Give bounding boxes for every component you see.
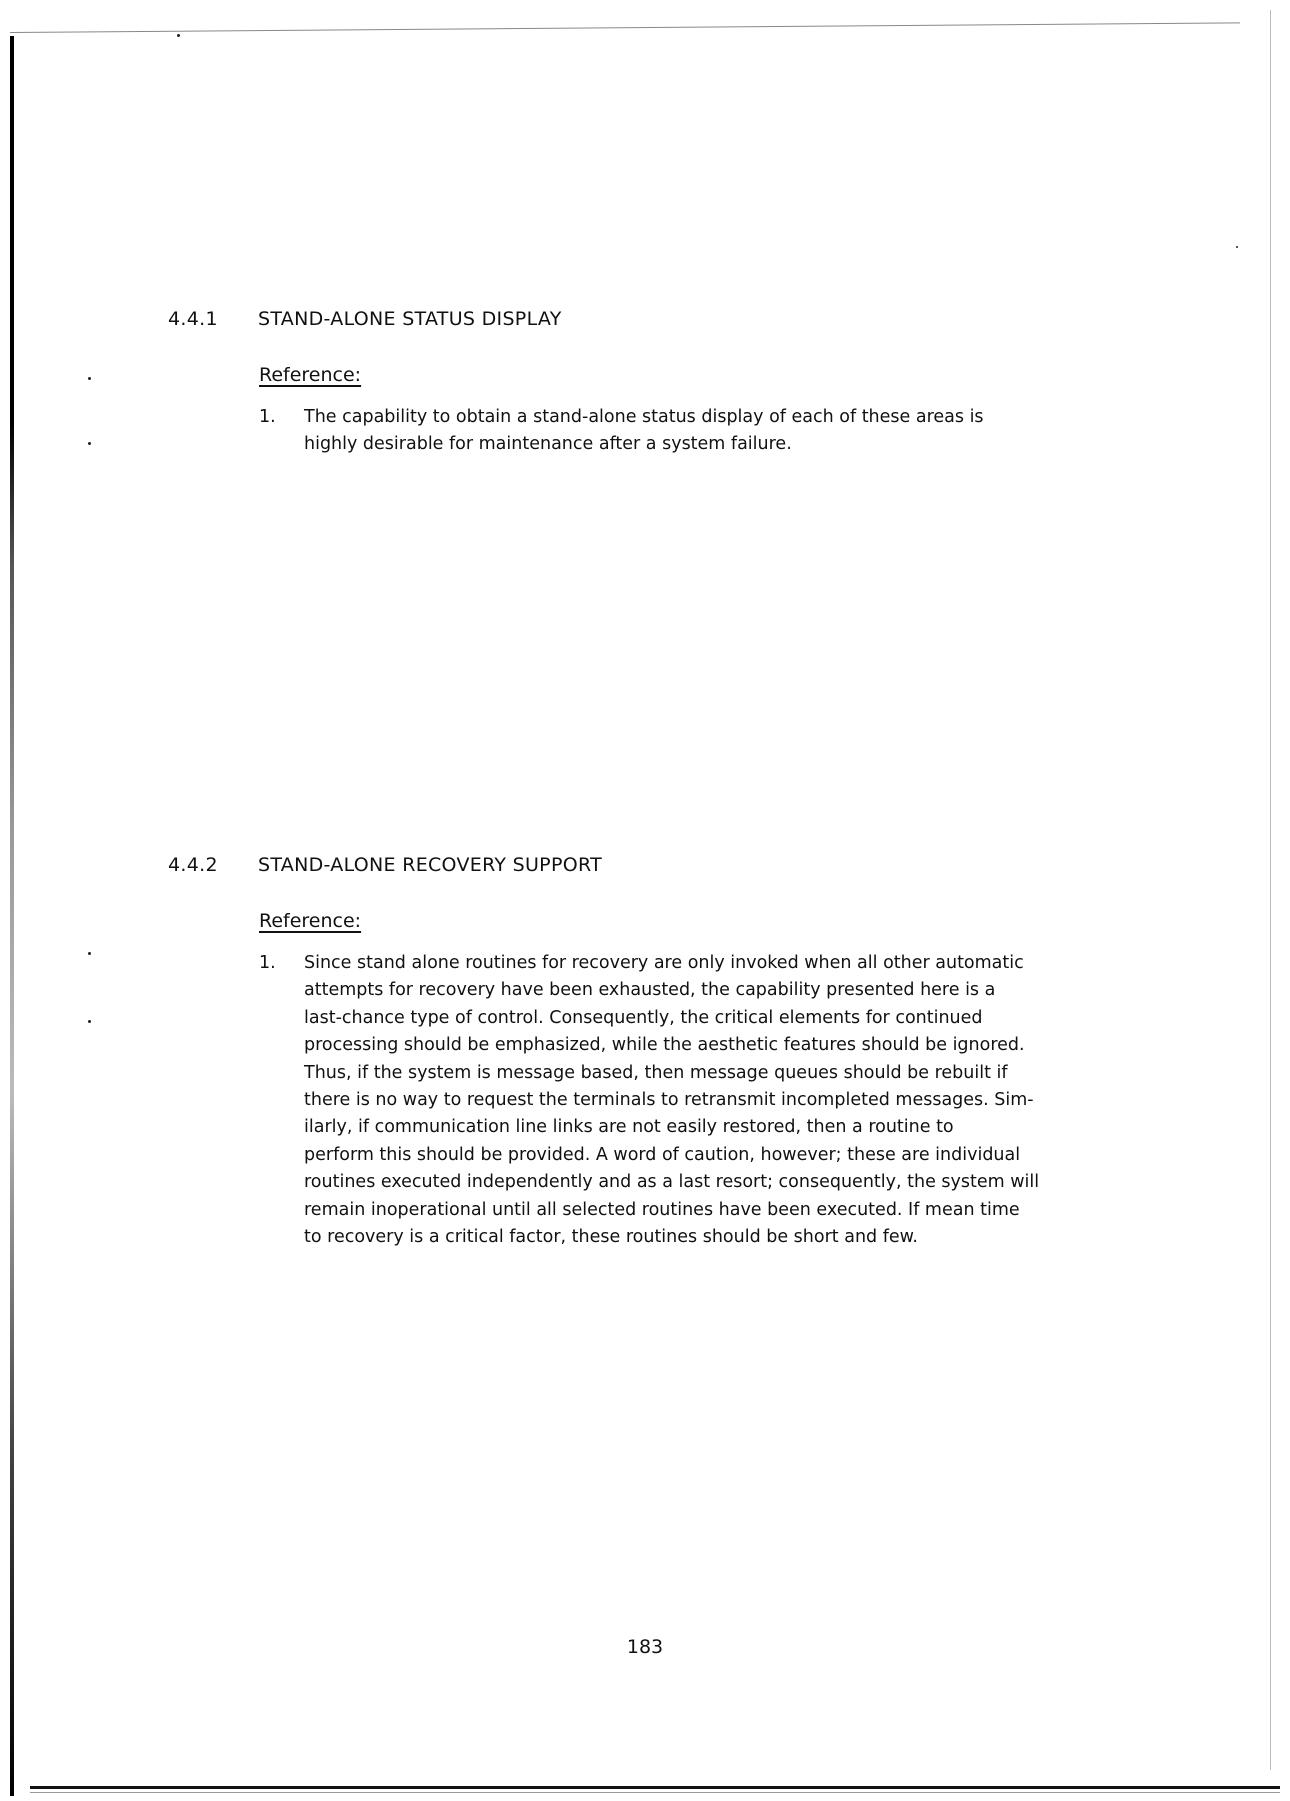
- page-number: 183: [626, 1636, 664, 1658]
- item-number: 1.: [259, 407, 276, 427]
- section-heading-4-4-2: [168, 854, 602, 876]
- reference-text: [304, 404, 1144, 459]
- section-heading-4-4-1: [168, 308, 562, 330]
- reference-label: Reference:: [259, 364, 362, 386]
- text-line: to recovery is a critical factor, these routines should be short and few.: [304, 1227, 918, 1248]
- text-line: there is no way to request the terminals to retransmit incompleted messages. Sim-: [304, 1090, 1034, 1111]
- text-line: highly desirable for maintenance after a system failure.: [304, 434, 792, 455]
- page-border-top: [10, 22, 1240, 33]
- page-border-left: [10, 36, 14, 1796]
- scan-speck: [1236, 246, 1238, 248]
- section-title: STAND-ALONE RECOVERY SUPPORT: [258, 854, 602, 876]
- text-line: attempts for recovery have been exhausted, the capability presented here is a: [304, 980, 996, 1001]
- scan-speck: [88, 1020, 91, 1023]
- text-line: perform this should be provided. A word of caution, however; these are individual: [304, 1144, 1021, 1165]
- scan-speck: [88, 952, 91, 955]
- text-line: Thus, if the system is message based, then message queues should be rebuilt if: [304, 1062, 1008, 1083]
- page-border-bottom: [30, 1786, 1280, 1789]
- text-line: routines executed independently and as a last resort; consequently, the system will: [304, 1172, 1040, 1193]
- section-title: STAND-ALONE STATUS DISPLAY: [258, 308, 562, 330]
- text-line: processing should be emphasized, while the aesthetic features should be ignored.: [304, 1035, 1025, 1056]
- text-line: ilarly, if communication line links are not easily restored, then a routine to: [304, 1117, 954, 1138]
- scan-speck: [88, 442, 91, 445]
- section-number: 4.4.2: [168, 854, 218, 876]
- scan-speck: [177, 34, 180, 37]
- page-border-right: [1270, 10, 1271, 1770]
- reference-label: Reference:: [259, 910, 362, 932]
- section-number: 4.4.1: [168, 308, 218, 330]
- text-line: The capability to obtain a stand-alone status display of each of these areas is: [304, 407, 984, 427]
- reference-text: [304, 950, 1144, 1251]
- reference-item: [259, 950, 1144, 1251]
- text-line: remain inoperational until all selected routines have been executed. If mean time: [304, 1199, 1020, 1220]
- reference-item: [259, 404, 1144, 459]
- item-number: 1.: [259, 953, 276, 973]
- page-border-bottom-shadow: [30, 1792, 1280, 1793]
- text-line: Since stand alone routines for recovery are only invoked when all other automatic: [304, 953, 1024, 973]
- text-line: last-chance type of control. Consequently, the critical elements for continued: [304, 1007, 983, 1028]
- scan-speck: [88, 377, 91, 380]
